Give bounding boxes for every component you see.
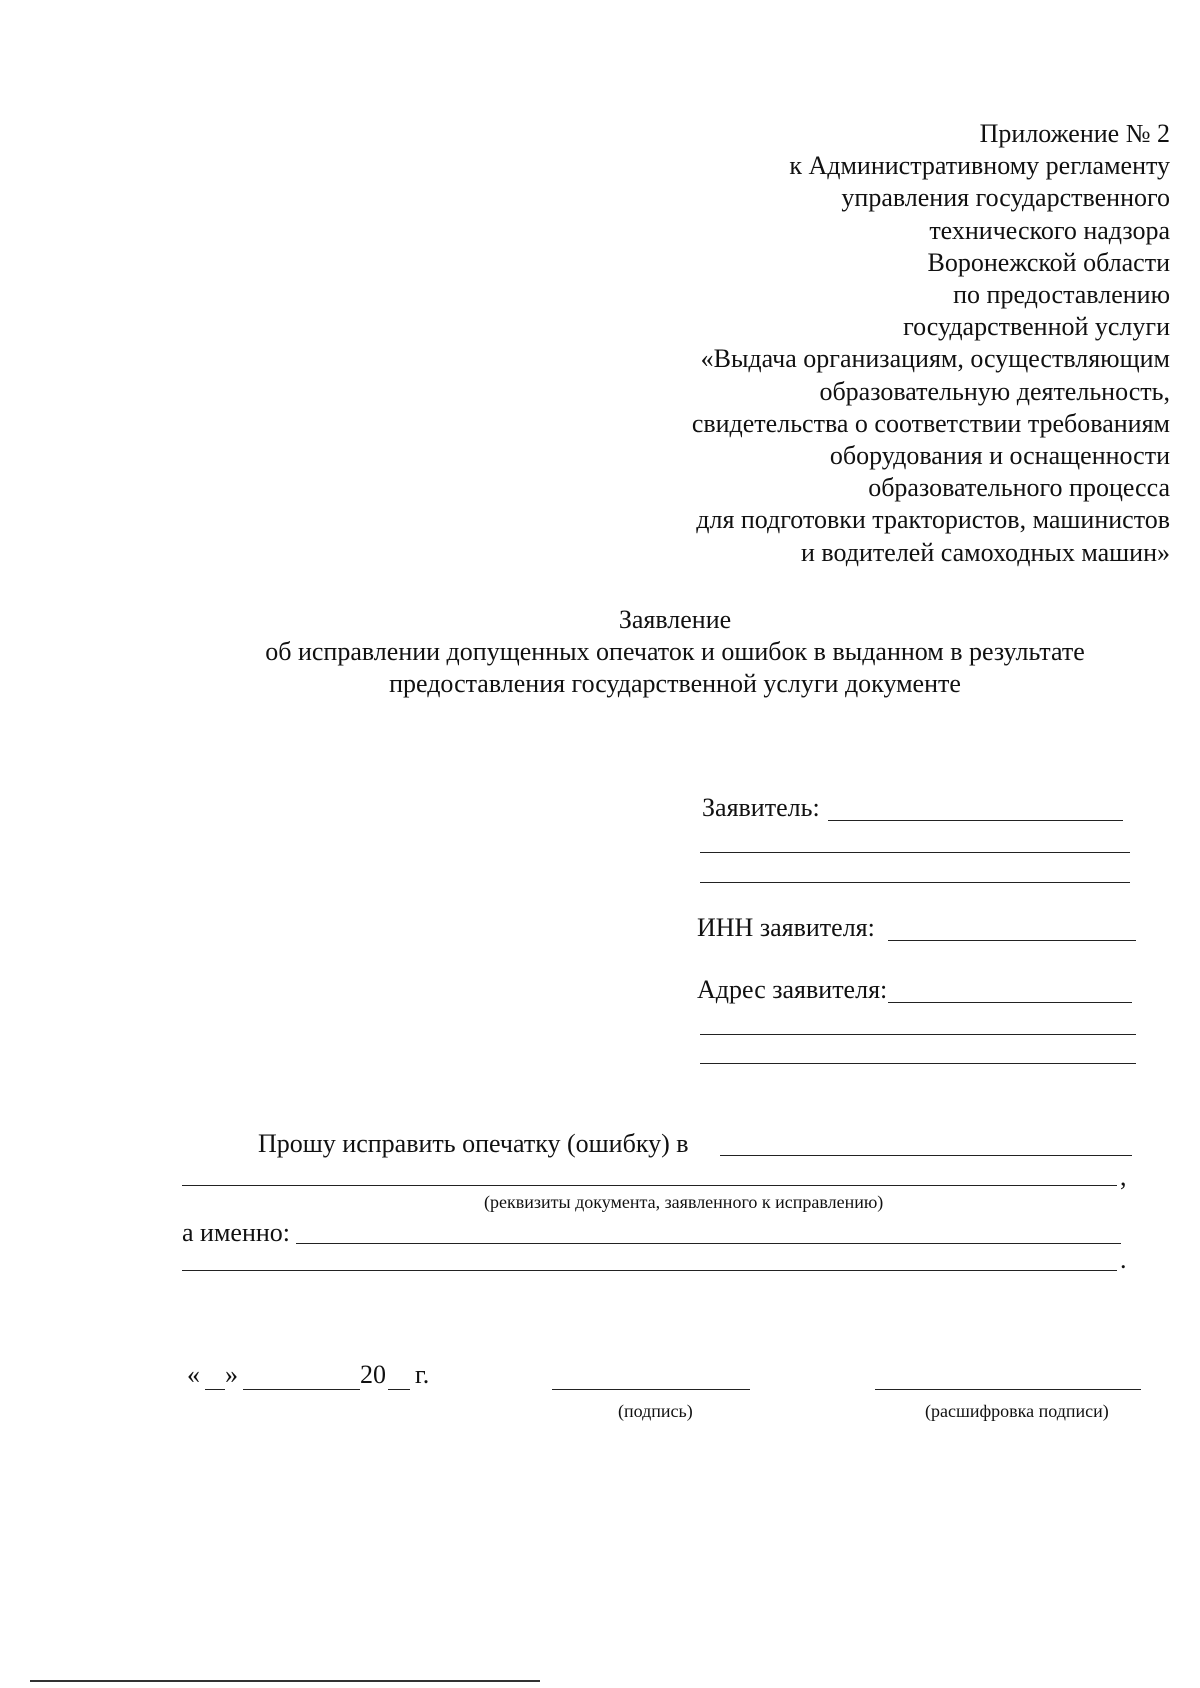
- request-comma: ,: [1120, 1162, 1127, 1191]
- appendix-line: государственной услуги: [903, 312, 1170, 342]
- signature-transcript-caption: (расшифровка подписи): [925, 1401, 1109, 1421]
- namely-period: .: [1120, 1245, 1127, 1274]
- request-text: Прошу исправить опечатку (ошибку) в: [258, 1129, 689, 1158]
- namely-line-2[interactable]: [182, 1270, 1117, 1271]
- namely-line[interactable]: [296, 1243, 1121, 1244]
- appendix-line: к Административному регламенту: [789, 151, 1170, 181]
- applicant-name-line[interactable]: [828, 820, 1123, 821]
- request-document-line[interactable]: [720, 1155, 1132, 1156]
- applicant-address-line[interactable]: [888, 1002, 1132, 1003]
- appendix-line: для подготовки трактористов, машинистов: [696, 505, 1170, 535]
- date-month-line[interactable]: [243, 1389, 360, 1390]
- document-title: [0, 604, 1200, 700]
- title-subheading-continued: предоставления государственной услуги документе: [389, 669, 961, 698]
- appendix-line: технического надзора: [929, 215, 1170, 245]
- date-close-quote: »: [225, 1360, 238, 1389]
- applicant-inn-line[interactable]: [888, 940, 1136, 941]
- date-year-prefix: 20: [360, 1360, 386, 1389]
- appendix-line: Приложение № 2: [979, 119, 1170, 148]
- applicant-name-line-2[interactable]: [700, 852, 1130, 853]
- appendix-line: оборудования и оснащенности: [829, 441, 1170, 471]
- signature-line[interactable]: [552, 1389, 750, 1390]
- namely-label: а именно:: [182, 1218, 290, 1247]
- applicant-address-line-3[interactable]: [700, 1063, 1136, 1064]
- title-heading: Заявление: [618, 605, 732, 634]
- applicant-name-line-3[interactable]: [700, 882, 1130, 883]
- applicant-address-label: Адрес заявителя:: [697, 975, 888, 1004]
- applicant-name-label: Заявитель:: [702, 793, 820, 822]
- appendix-header: [692, 118, 1170, 569]
- scan-edge-line: [30, 1680, 540, 1682]
- title-subheading: об исправлении допущенных опечаток и ошибок в выданном в результате: [265, 637, 1085, 666]
- appendix-line: образовательную деятельность,: [819, 376, 1170, 406]
- signature-transcript-line[interactable]: [875, 1389, 1141, 1390]
- appendix-line: по предоставлению: [953, 280, 1170, 310]
- appendix-line: Воронежской области: [927, 247, 1170, 277]
- request-document-line-2[interactable]: [182, 1185, 1117, 1186]
- signature-caption: (подпись): [618, 1401, 693, 1421]
- appendix-line: образовательного процесса: [868, 473, 1170, 503]
- date-day-line[interactable]: [205, 1389, 225, 1390]
- date-year-line[interactable]: [388, 1389, 410, 1390]
- applicant-inn-label: ИНН заявителя:: [697, 913, 875, 942]
- date-year-suffix: г.: [415, 1360, 430, 1389]
- date-open-quote: «: [187, 1360, 200, 1389]
- appendix-line: и водителей самоходных машин»: [801, 537, 1170, 567]
- appendix-line: свидетельства о соответствии требованиям: [691, 408, 1170, 438]
- request-caption: (реквизиты документа, заявленного к исправлению): [484, 1192, 884, 1212]
- appendix-line: «Выдача организациям, осуществляющим: [700, 344, 1170, 374]
- applicant-address-line-2[interactable]: [700, 1034, 1136, 1035]
- appendix-line: управления государственного: [841, 183, 1170, 213]
